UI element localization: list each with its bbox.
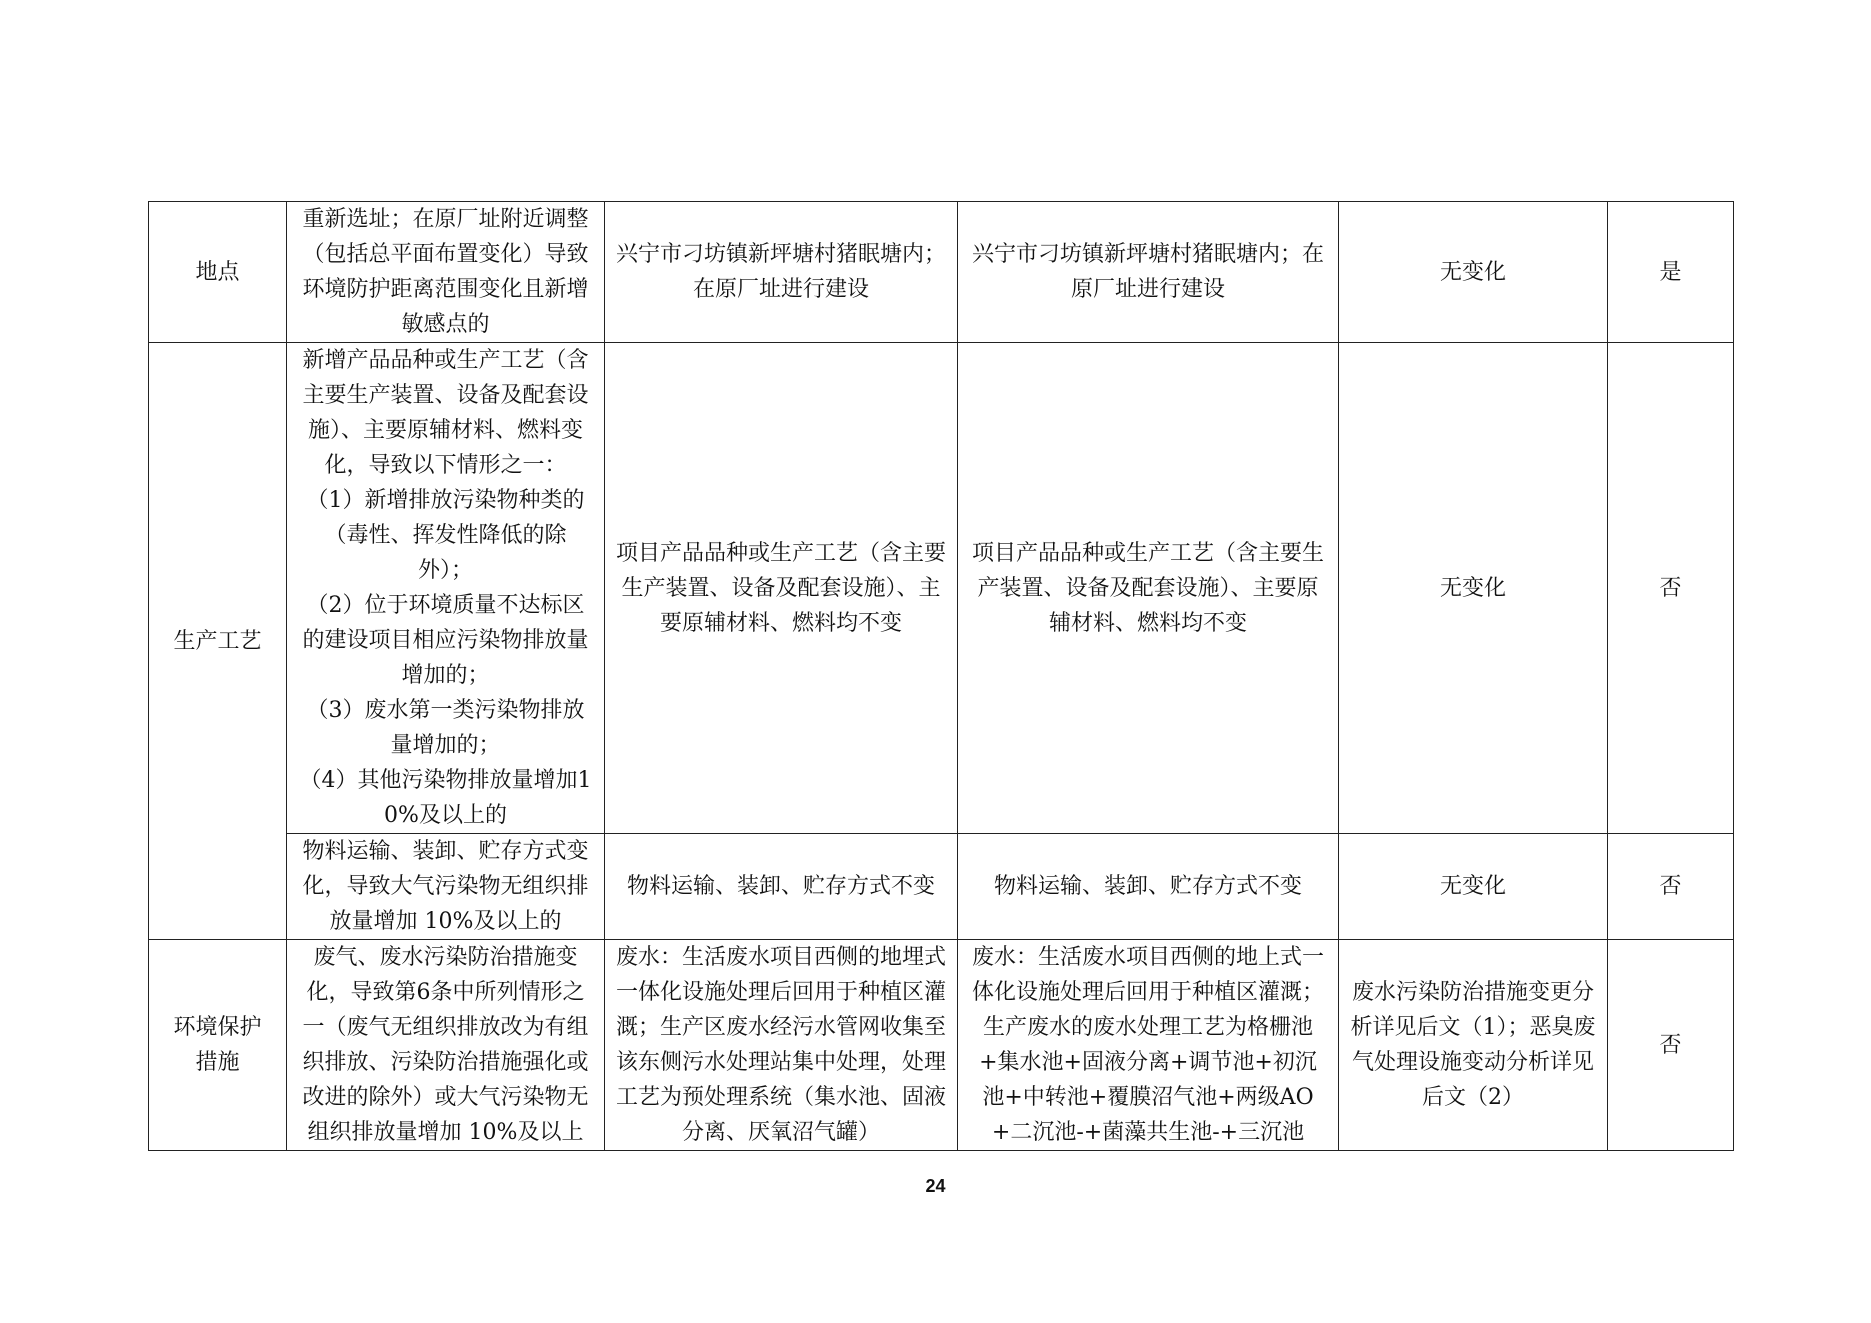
table-row-transport (149, 834, 1734, 940)
table-row-location (149, 202, 1734, 343)
change-cell: 无变化 (1339, 834, 1608, 940)
eia-content-cell: 废水：生活废水项目西侧的地埋式一体化设施处理后回用于种植区灌溉；生产区废水经污水管网收集至该东侧污水处理站集中处理，处理工艺为预处理系统（集水池、固液分离、厌氧沼气罐） (605, 940, 958, 1151)
table-row-env-protection (149, 940, 1734, 1151)
is-major-cell: 否 (1608, 940, 1734, 1151)
category-cell: 生产工艺 (149, 343, 287, 940)
table-row-process (149, 343, 1734, 834)
is-major-cell: 否 (1608, 834, 1734, 940)
condition-cell: 重新选址；在原厂址附近调整（包括总平面布置变化）导致环境防护距离范围变化且新增敏感点的 (287, 202, 605, 343)
category-cell: 地点 (149, 202, 287, 343)
comparison-table (148, 201, 1734, 1151)
eia-content-cell: 物料运输、装卸、贮存方式不变 (605, 834, 958, 940)
actual-content-cell: 物料运输、装卸、贮存方式不变 (958, 834, 1339, 940)
condition-cell: 新增产品品种或生产工艺（含主要生产装置、设备及配套设施）、主要原辅材料、燃料变化，导致以下情形之一： （1）新增排放污染物种类的（毒性、挥发性降低的除外）； （2）位于环境质量不达标区的建设项目相应污染物排放量增加的； （3）废水第一类污染物排放量增加的； （4）其他污染物排放量增加10%及以上的 (287, 343, 605, 834)
eia-content-cell: 项目产品品种或生产工艺（含主要生产装置、设备及配套设施）、主要原辅材料、燃料均不变 (605, 343, 958, 834)
actual-content-cell: 兴宁市刁坊镇新坪塘村猪眠塘内；在原厂址进行建设 (958, 202, 1339, 343)
is-major-cell: 是 (1608, 202, 1734, 343)
change-cell: 无变化 (1339, 343, 1608, 834)
change-cell: 无变化 (1339, 202, 1608, 343)
category-cell: 环境保护 措施 (149, 940, 287, 1151)
eia-content-cell: 兴宁市刁坊镇新坪塘村猪眠塘内；在原厂址进行建设 (605, 202, 958, 343)
is-major-cell: 否 (1608, 343, 1734, 834)
actual-content-cell: 废水：生活废水项目西侧的地上式一体化设施处理后回用于种植区灌溉；生产废水的废水处理工艺为格栅池+集水池+固液分离+调节池+初沉池+中转池+覆膜沼气池+两级AO+二沉池-+菌藻共生池-+三沉池 (958, 940, 1339, 1151)
condition-cell: 物料运输、装卸、贮存方式变化，导致大气污染物无组织排放量增加 10%及以上的 (287, 834, 605, 940)
change-cell: 废水污染防治措施变更分析详见后文（1）；恶臭废气处理设施变动分析详见后文（2） (1339, 940, 1608, 1151)
condition-cell: 废气、废水污染防治措施变化，导致第6条中所列情形之一（废气无组织排放改为有组织排放、污染防治措施强化或改进的除外）或大气污染物无组织排放量增加 10%及以上 (287, 940, 605, 1151)
actual-content-cell: 项目产品品种或生产工艺（含主要生产装置、设备及配套设施）、主要原辅材料、燃料均不变 (958, 343, 1339, 834)
page-number: 24 (925, 1176, 946, 1196)
